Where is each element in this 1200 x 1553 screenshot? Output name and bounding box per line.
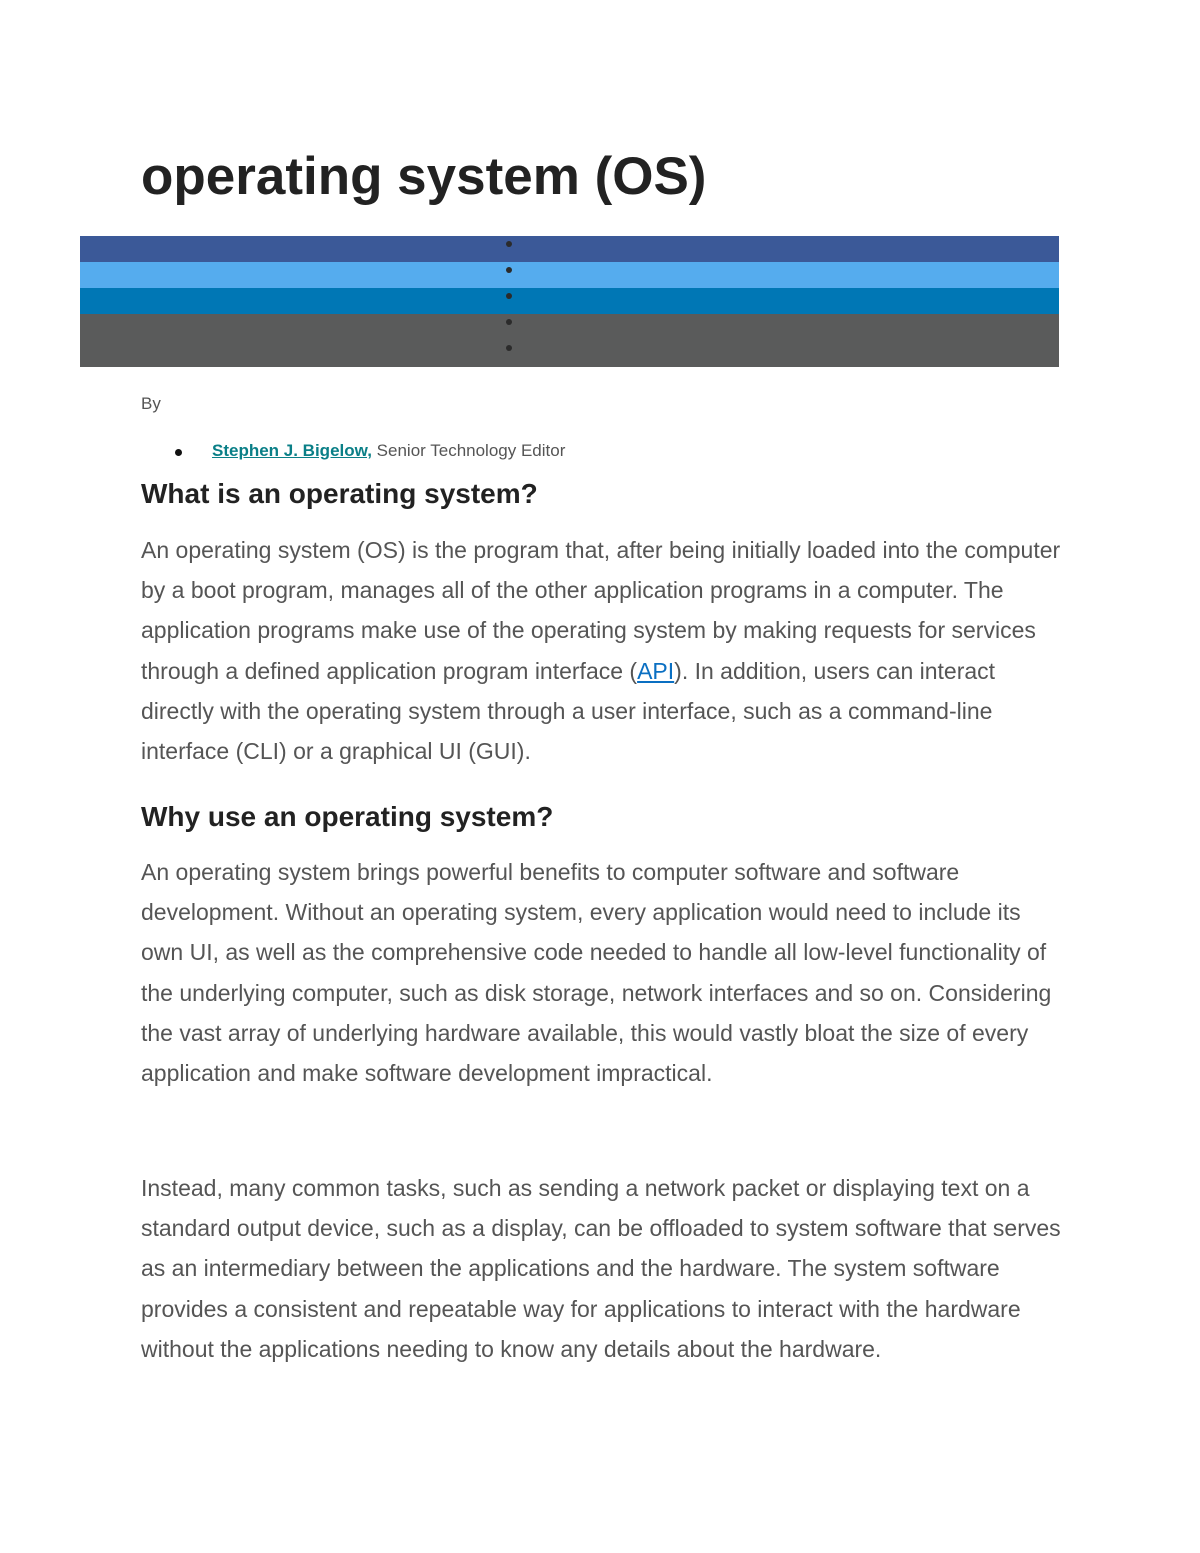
body-paragraph xyxy=(141,530,1061,771)
share-button-facebook[interactable] xyxy=(80,236,1059,262)
api-link[interactable]: API xyxy=(637,657,675,684)
share-button-linkedin[interactable] xyxy=(80,288,1059,314)
body-paragraph: An operating system brings powerful benefits to computer software and software development. Without an operating system, every application would need to include its own UI, as well as the comprehensive code needed to handle all low-level functionality of the underlying computer, such as disk storage, network interfaces and so on. Considering the vast array of underlying hardware available, this would vastly bloat the size of every application and make software development impractical. xyxy=(141,859,1052,1087)
bullet-icon xyxy=(175,449,182,456)
author-link[interactable]: Stephen J. Bigelow, xyxy=(212,441,372,460)
bullet-icon xyxy=(506,293,512,299)
body-paragraph: Instead, many common tasks, such as sending a network packet or displaying text on a standard output device, such as a display, can be offloaded to system software that serves as an intermediary between the applications and the hardware. The system software provides a consistent and repeatable way for applications to interact with the hardware without the applications needing to know any details about the hardware. xyxy=(141,1175,1061,1362)
bullet-icon xyxy=(506,267,512,273)
list-item xyxy=(141,441,565,461)
bullet-icon xyxy=(506,319,512,325)
section-heading: What is an operating system? xyxy=(141,478,538,509)
author-list xyxy=(141,441,565,461)
share-button-twitter[interactable] xyxy=(80,262,1059,288)
paragraph-text: An operating system (OS) is the program that, after being initially loaded into the computer by a boot program, manages all of the other application programs in a computer. The application programs make use of the operating system by making requests for services through a defined application program interface ( xyxy=(141,537,1061,684)
paragraph-text: ). In addition, users can interact directly with the operating system through a user interface, such as a command-line interface (CLI) or a graphical UI (GUI). xyxy=(141,657,996,765)
page-title: operating system (OS) xyxy=(141,147,707,206)
section-heading: Why use an operating system? xyxy=(141,801,554,832)
byline-label: By xyxy=(141,394,161,413)
author-role: Senior Technology Editor xyxy=(371,441,566,460)
share-button-more[interactable] xyxy=(80,314,1059,367)
social-share-bar xyxy=(80,236,1059,367)
bullet-icon xyxy=(506,241,512,247)
bullet-icon xyxy=(506,345,512,351)
